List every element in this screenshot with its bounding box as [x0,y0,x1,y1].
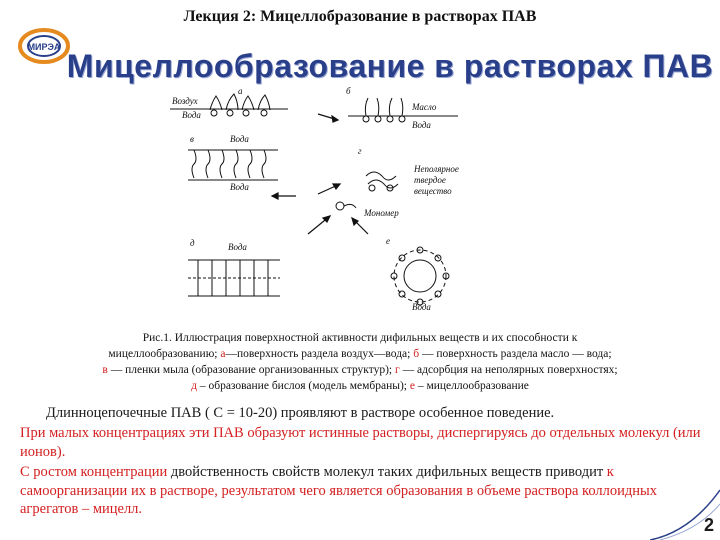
micelle-figure [168,84,468,320]
label-water-v1: Вода [230,134,249,144]
paragraph-intro: Длинноцепочечные ПАВ ( С = 10-20) проявляют в растворе особенное поведение. [46,405,555,421]
label-water-b: Вода [412,120,431,130]
caption-line-2 [4,346,716,362]
caption-letter-a: а [220,348,226,360]
figure-letter-v: в [190,134,194,144]
caption-letter-v: в [102,364,108,376]
label-solid-3: вещество [414,186,452,196]
label-oil: Масло [412,102,437,112]
caption-letter-g: г [395,364,400,376]
panel-a-molecules [210,94,270,116]
transition-arrows [272,114,368,234]
label-solid-1: Неполярное [414,164,459,174]
label-solid-2: твердое [414,175,446,185]
label-water-a: Вода [182,110,201,120]
paragraph-highlight: С ростом концентрации [20,464,168,480]
caption-line-1: Рис.1. Иллюстрация поверхностной активности дифильных веществ и их способности к [142,332,578,344]
caption-segment: — пленки мыла (образование организованных структур); [110,364,393,376]
caption-line-3 [4,362,716,378]
slide-title: Мицеллообразование в растворах ПАВ [66,48,714,84]
panel-d-bilayer [188,260,280,296]
caption-letter-b: б [413,348,420,360]
paragraph-highlight: к самоорганизации их в растворе, результатом чего является образования в объеме раствора коллоидных агрегатов – мицелл. [20,464,657,517]
paragraph-segment: двойственность свойств молекул таких дифильных веществ приводит [170,464,604,480]
label-water-v2: Вода [230,182,249,192]
label-water-d: Вода [228,242,247,252]
figure-letter-b: б [346,86,351,96]
caption-segment: — поверхность раздела масло — вода; [421,348,612,360]
panel-b-molecules [363,98,405,122]
figure-letter-a: а [238,86,243,96]
caption-segment: – мицеллообразование [417,380,529,392]
label-air: Воздух [172,96,198,106]
label-water-e: Вода [412,302,431,312]
logo-text: МИРЭА [27,42,61,52]
caption-segment: – образование бислоя (модель мембраны); [199,380,407,392]
figure-letter-d: д [190,238,195,248]
caption-segment: — адсорбция на неполярных поверхностях; [402,364,618,376]
panel-v-film [188,150,278,180]
page-number: 2 [703,515,714,535]
caption-segment: мицеллообразованию; [108,348,218,360]
figure-letter-e: е [386,236,390,246]
label-monomer: Мономер [364,208,399,218]
caption-letter-d: д [191,380,197,392]
monomer-molecule [336,202,356,210]
paragraph-low-concentration: При малых концентрациях эти ПАВ образуют истинные растворы, диспергируясь до отдельных молекул (или ионов). [20,425,701,460]
panel-e-micelle [391,247,449,305]
paragraph-high-concentration [20,463,710,519]
caption-segment: —поверхность раздела воздух—вода; [225,348,411,360]
lecture-header: Лекция 2: Мицеллобразование в растворах ПАВ [183,8,537,25]
figure-letter-g: г [358,146,362,156]
panel-g-adsorption [366,172,398,191]
figure-caption [4,330,716,394]
caption-line-4 [4,378,716,394]
caption-letter-e: е [409,380,415,392]
